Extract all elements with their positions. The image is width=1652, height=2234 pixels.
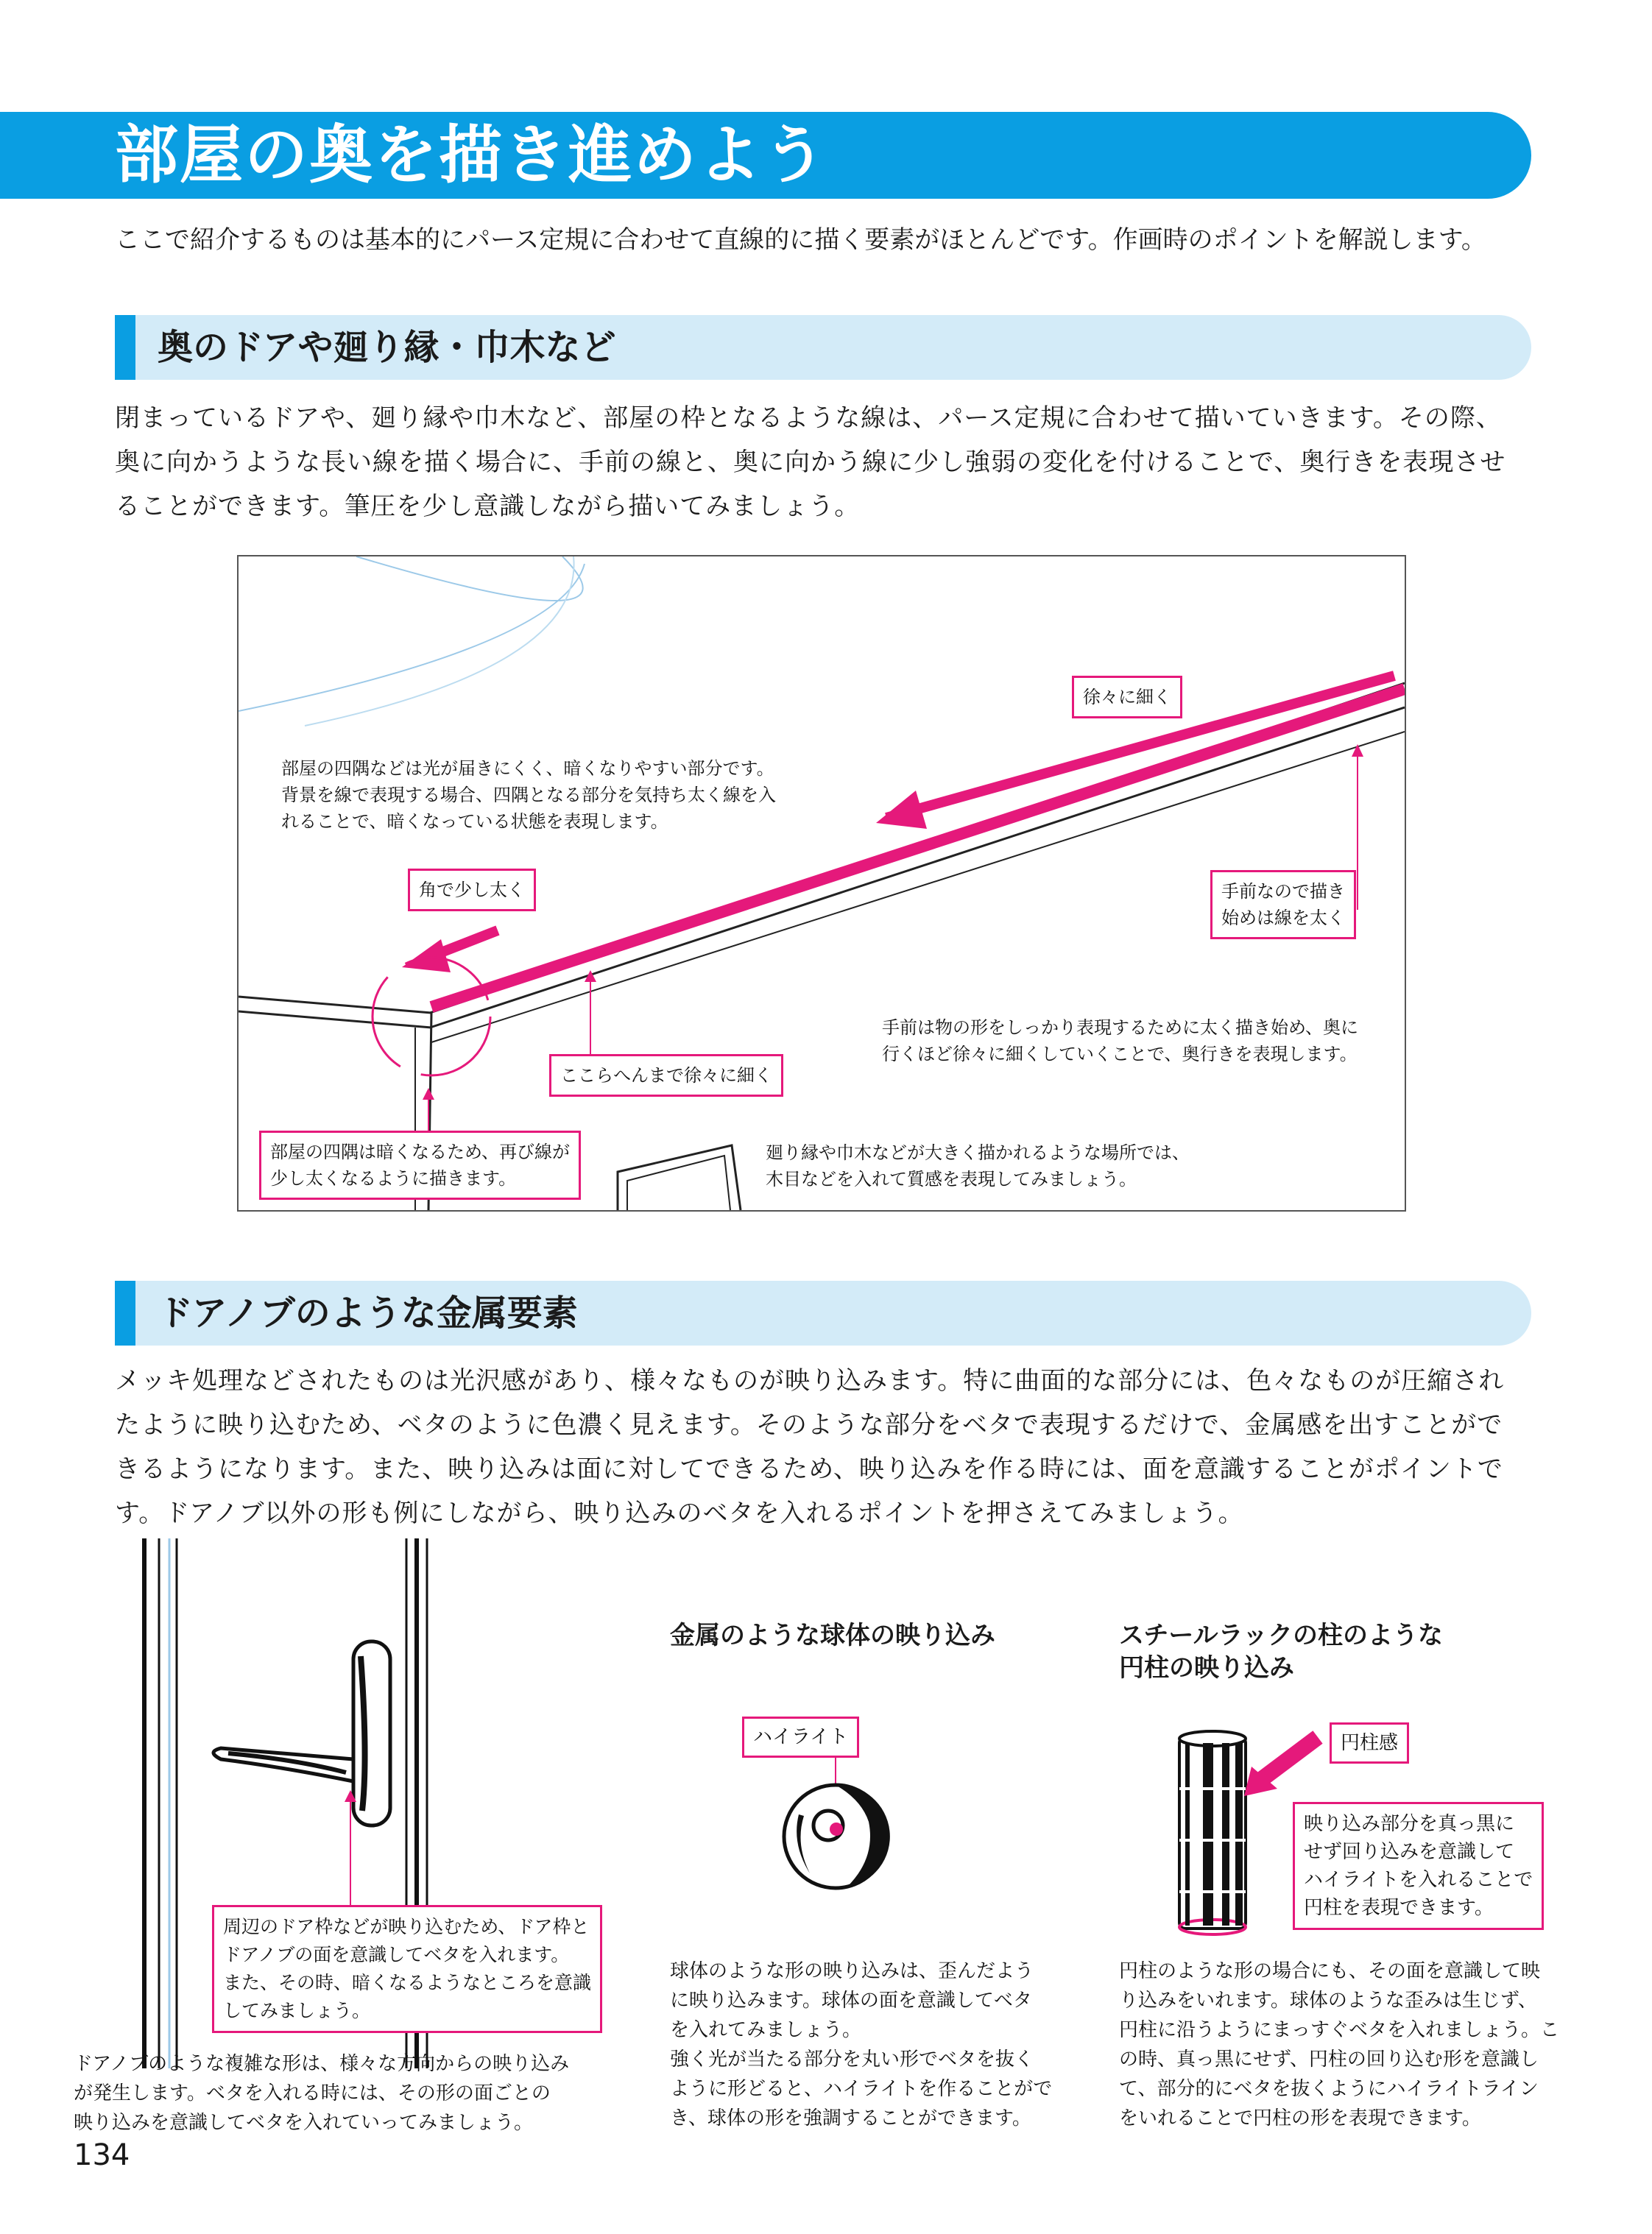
callout-line: ハイライトを入れることで	[1304, 1869, 1533, 1891]
door-knob-callout	[212, 1905, 602, 2033]
label-corner-thick: 角で少し太く	[408, 869, 536, 911]
cylinder-callout	[1293, 1802, 1544, 1930]
caption-line: 球体のような形の映り込みは、歪んだよう	[670, 1960, 1034, 1982]
caption-line: を入れてみましょう。	[670, 2019, 862, 2041]
caption-line: て、部分的にベタを抜くようにハイライトライン	[1119, 2078, 1539, 2100]
note-line: 行くほど徐々に細くしていくことで、奥行きを表現します。	[882, 1044, 1358, 1064]
callout-line: 映り込み部分を真っ黒に	[1304, 1813, 1515, 1835]
caption-line: をいれることで円柱の形を表現できます。	[1119, 2107, 1481, 2129]
cylinder-caption	[1119, 1956, 1559, 2133]
molding-note	[766, 1139, 1190, 1192]
note-line: 廻り縁や巾木などが大きく描かれるような場所では、	[766, 1142, 1190, 1163]
paragraph-line: メッキ処理などされたものは光沢感があり、様々なものが映り込みます。特に曲面的な部分には、色々なものが圧縮され	[115, 1366, 1505, 1396]
callout-line: 円柱を表現できます。	[1304, 1897, 1494, 1919]
metal-sphere-illustration	[766, 1756, 906, 1895]
room-corner-figure	[237, 555, 1406, 1212]
caption-line: の時、真っ黒にせず、円柱の回り込む形を意識し	[1119, 2049, 1539, 2071]
corner-note	[281, 755, 776, 835]
callout-line: してみましょう。	[223, 2000, 371, 2021]
paragraph-line: きるようになります。また、映り込みは面に対してできるため、映り込みを作る時には、面を意識することがポイントで	[115, 1454, 1503, 1484]
note-line: 手前は物の形をしっかり表現するために太く描き始め、奥に	[882, 1017, 1359, 1038]
cylinder-heading	[1119, 1619, 1443, 1684]
label-line: 手前なので描き	[1221, 881, 1345, 902]
paragraph-line: たように映り込むため、ベタのように色濃く見えます。そのような部分をベタで表現するだけで、金属感を出すことがで	[115, 1410, 1503, 1440]
caption-line: ドアノブのような複雑な形は、様々な方向からの映り込み	[74, 2053, 570, 2075]
note-line: 背景を線で表現する場合、四隅となる部分を気持ち太く線を入	[281, 785, 776, 805]
door-knob-caption	[74, 2049, 569, 2138]
caption-line: り込みをいれます。球体のような歪みは生じず、	[1119, 1990, 1537, 2012]
page-title: 部屋の奥を描き進めよう	[115, 119, 827, 192]
note-line: 木目などを入れて質感を表現してみましょう。	[766, 1169, 1137, 1190]
section1-marker	[115, 315, 135, 380]
caption-line: 強く光が当たる部分を丸い形でベタを抜く	[670, 2049, 1034, 2071]
label-highlight: ハイライト	[742, 1717, 859, 1758]
depth-note	[882, 1014, 1358, 1067]
intro-text: ここで紹介するものは基本的にパース定規に合わせて直線的に描く要素がほとんどです。作画時のポイントを解説します。	[115, 225, 1486, 255]
caption-line: き、球体の形を強調することができます。	[670, 2107, 1031, 2129]
callout-line: せず回り込みを意識して	[1304, 1841, 1515, 1863]
label-line: 少し太くなるように描きます。	[270, 1168, 517, 1189]
heading-line: 円柱の映り込み	[1119, 1653, 1294, 1683]
caption-line: 円柱に沿うようにまっすぐベタを入れましょう。こ	[1119, 2019, 1560, 2041]
paragraph-line: す。ドアノブ以外の形も例にしながら、映り込みのベタを入れるポイントを押さえてみましょう。	[115, 1499, 1244, 1528]
caption-line: に映り込みます。球体の面を意識してベタ	[670, 1990, 1032, 2012]
sphere-heading: 金属のような球体の映り込み	[670, 1621, 995, 1650]
page-number: 134	[74, 2138, 130, 2172]
label-around-here: ここらへんまで徐々に細く	[549, 1054, 783, 1097]
caption-line: 円柱のような形の場合にも、その面を意識して映	[1119, 1960, 1541, 1982]
section1-paragraph	[115, 396, 1543, 529]
label-corners-dark	[259, 1131, 581, 1200]
label-gradually-thin: 徐々に細く	[1072, 676, 1182, 718]
caption-line: が発生します。ベタを入れる時には、その形の面ごとの	[74, 2082, 551, 2104]
paragraph-line: ることができます。筆圧を少し意識しながら描いてみましょう。	[115, 492, 861, 521]
label-line: 始めは線を太く	[1221, 908, 1345, 928]
heading-line: スチールラックの柱のような	[1119, 1621, 1443, 1650]
note-line: 部屋の四隅などは光が届きにくく、暗くなりやすい部分です。	[281, 758, 774, 779]
callout-line: また、その時、暗くなるようなところを意識	[223, 1972, 592, 1993]
label-front-thick	[1210, 870, 1356, 939]
section2-heading: ドアノブのような金属要素	[158, 1293, 578, 1334]
section2-marker	[115, 1281, 135, 1346]
section2-paragraph	[115, 1359, 1543, 1535]
note-line: れることで、暗くなっている状態を表現します。	[281, 811, 668, 832]
callout-line: ドアノブの面を意識してベタを入れます。	[223, 1944, 570, 1965]
paragraph-line: 閉まっているドアや、廻り縁や巾木など、部屋の枠となるような線は、パース定規に合わせて描いていきます。その際、	[115, 403, 1502, 433]
paragraph-line: 奥に向かうような長い線を描く場合に、手前の線と、奥に向かう線に少し強弱の変化を付けることで、奥行きを表現させ	[115, 448, 1506, 477]
label-cylinder: 円柱感	[1330, 1722, 1409, 1764]
sphere-caption	[670, 1956, 1052, 2133]
label-line: 部屋の四隅は暗くなるため、再び線が	[270, 1142, 571, 1162]
caption-line: ように形どると、ハイライトを作ることがで	[670, 2078, 1053, 2100]
callout-line: 周辺のドア枠などが映り込むため、ドア枠と	[223, 1916, 590, 1937]
caption-line: 映り込みを意識してベタを入れていってみましょう。	[74, 2112, 534, 2134]
section1-heading: 奥のドアや廻り縁・巾木など	[158, 327, 616, 368]
